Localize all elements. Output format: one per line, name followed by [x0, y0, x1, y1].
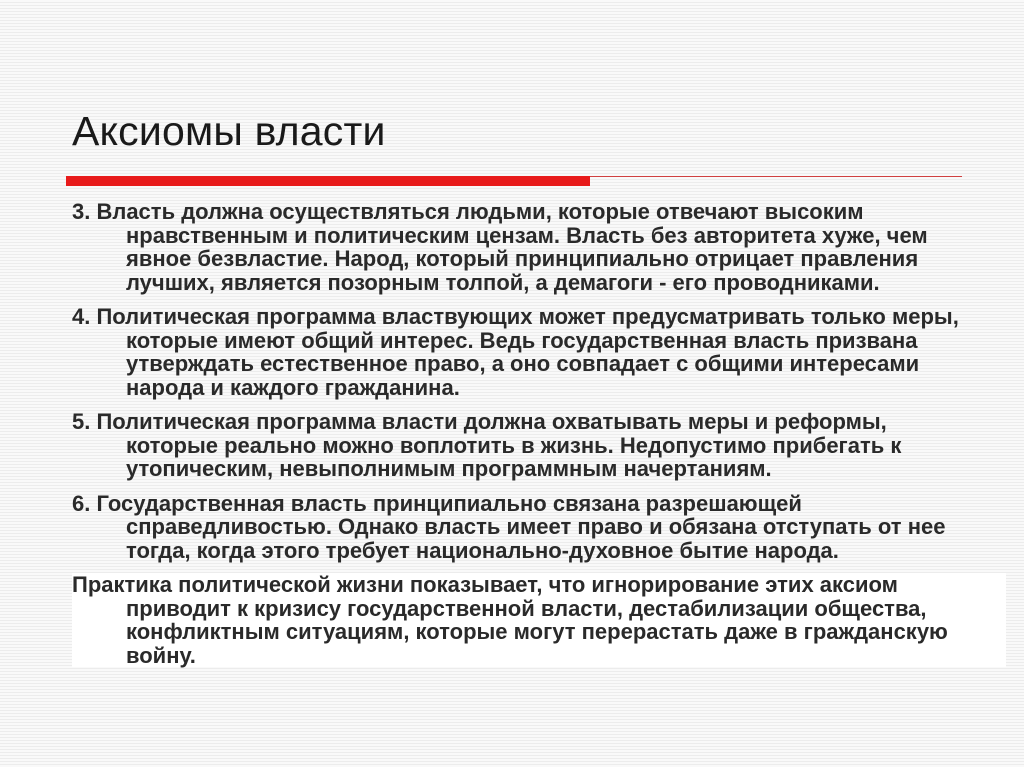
title-accent-bar — [66, 176, 590, 186]
slide-title: Аксиомы власти — [72, 108, 386, 154]
axiom-5: 5. Политическая программа власти должна охватывать меры и реформы, которые реально можно воплотить в жизнь. Недопустимо прибегать к утопическим, невыполнимым программным начертаниям. — [72, 409, 902, 481]
slide-body — [72, 200, 972, 678]
conclusion-paragraph: Практика политической жизни показывает, что игнорирование этих аксиом приводит к кризису государственной власти, дестабилизации общества, конфликтным ситуациям, которые могут перерастать даже в гражданскую войну. — [72, 573, 1006, 667]
axiom-4: 4. Политическая программа властвующих может предусматривать только меры, которые имеют общий интерес. Ведь государственная власть призвана утверждать естественное право, а оно совпадает с общими интересами народа и каждого гражданина. — [72, 304, 959, 400]
axiom-3: 3. Власть должна осуществляться людьми, которые отвечают высоким нравственным и политическим цензам. Власть без авторитета хуже, чем явное безвластие. Народ, который принципиально отрицает правления лучших, является позорным толпой, а демагоги - его проводниками. — [72, 199, 928, 295]
axiom-6: 6. Государственная власть принципиально связана разрешающей справедливостью. Однако власть имеет право и обязана отступать от нее тогда, когда этого требует национально-духовное бытие народа. — [72, 490, 946, 563]
